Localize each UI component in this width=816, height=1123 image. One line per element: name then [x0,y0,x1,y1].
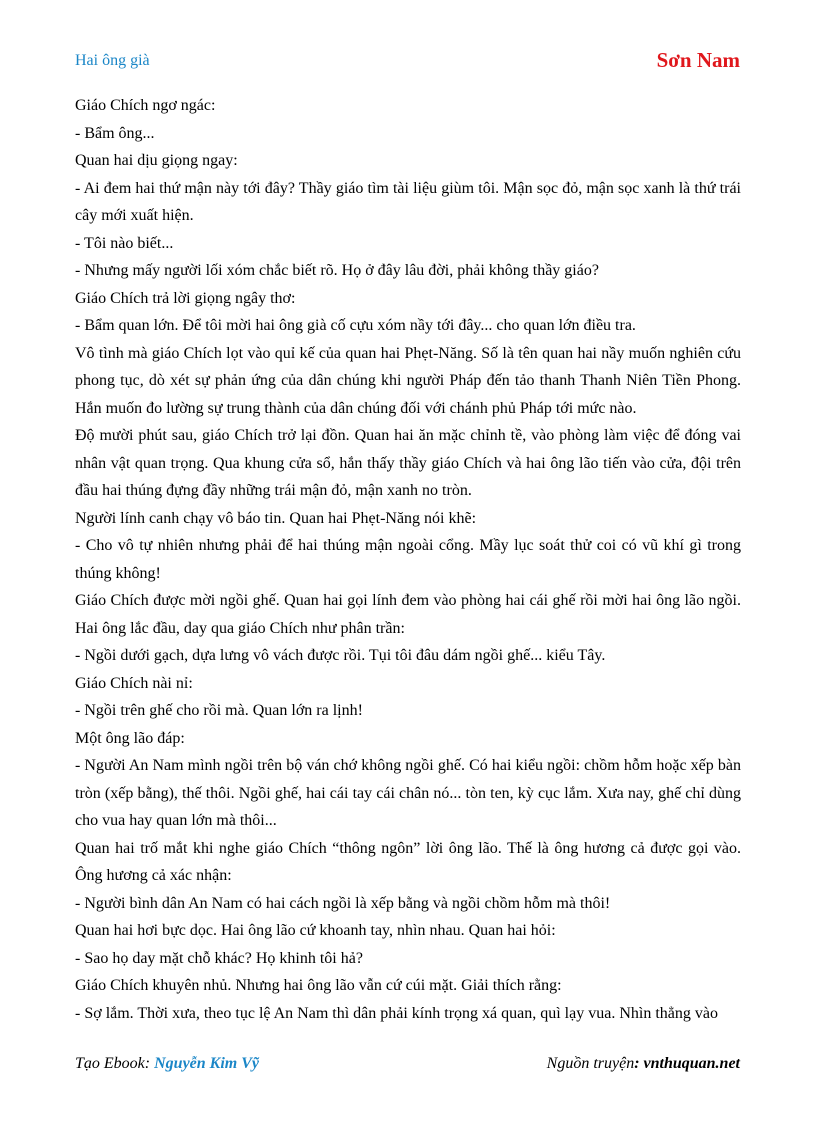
source-label: Nguồn truyện [546,1055,635,1072]
paragraph: - Sợ lắm. Thời xưa, theo tục lệ An Nam thì dân phải kính trọng xá quan, quì lạy vua. Nhìn thẳng vào [75,1004,718,1022]
ebook-credit-separator: : [144,1055,155,1072]
paragraph: - Tôi nào biết... [75,234,174,252]
paragraph: Quan hai dịu giọng ngay: [75,152,238,169]
paragraph: Giáo Chích trả lời giọng ngây thơ: [75,289,296,307]
ebook-creator-name: Nguyễn Kim Vỹ [154,1055,259,1072]
paragraph: Quan hai trố mắt khi nghe giáo Chích “thông ngôn” lời ông lão. Thế là ông hương cả được gọi vào. Ông hương cả xác nhận: [75,839,741,884]
ebook-credit [75,1055,259,1073]
story-body [75,92,741,1027]
ebook-credit-label: Tạo Ebook [75,1055,145,1072]
paragraph: - Bẩm quan lớn. Để tôi mời hai ông già cố cựu xóm nầy tới đây... cho quan lớn điều tra. [75,317,636,334]
paragraph: Quan hai hơi bực dọc. Hai ông lão cứ khoanh tay, nhìn nhau. Quan hai hỏi: [75,922,556,939]
paragraph: Giáo Chích được mời ngồi ghế. Quan hai gọi lính đem vào phòng hai cái ghế rồi mời hai ông lão ngồi. Hai ông lắc đầu, day qua giáo Chích như phân trần: [75,592,741,637]
paragraph: Người lính canh chạy vô báo tin. Quan hai Phẹt-Năng nói khẽ: [75,509,477,527]
paragraph: Giáo Chích nài nỉ: [75,674,193,692]
book-title: Hai ông già [75,52,150,69]
paragraph: - Ai đem hai thứ mận này tới đây? Thầy giáo tìm tài liệu giùm tôi. Mận sọc đỏ, mận sọc xanh là thứ trái cây mới xuất hiện. [75,179,741,224]
paragraph: Độ mười phút sau, giáo Chích trở lại đồn. Quan hai ăn mặc chỉnh tề, vào phòng làm việc để đóng vai nhân vật quan trọng. Qua khung cửa sổ, hắn thấy thầy giáo Chích và hai ông lão tiến vào cửa, đội trên đầu hai thúng đựng đầy những trái mận đỏ, mận xanh no tròn. [75,427,741,499]
paragraph: - Sao họ day mặt chỗ khác? Họ khinh tôi hả? [75,949,363,967]
paragraph: - Ngồi trên ghế cho rồi mà. Quan lớn ra lịnh! [75,702,363,719]
paragraph: Giáo Chích khuyên nhủ. Nhưng hai ông lão vẫn cứ cúi mặt. Giải thích rằng: [75,977,562,994]
paragraph: Vô tình mà giáo Chích lọt vào quỉ kế của quan hai Phẹt-Năng. Số là tên quan hai nầy muốn nghiên cứu phong tục, dò xét sự phản ứng của dân chúng khi người Pháp đến tảo thanh Thanh Niên Tiền Phong. Hắn muốn đo lường sự trung thành của dân chúng đối với chánh phủ Pháp tới mức nào. [75,344,741,417]
source-site: vnthuquan.net [643,1055,740,1072]
paragraph: - Bẩm ông... [75,124,155,142]
author-name: Sơn Nam [656,48,740,72]
paragraph: - Người bình dân An Nam có hai cách ngồi là xếp bằng và ngồi chồm hỗm mà thôi! [75,894,611,912]
paragraph: - Ngồi dưới gạch, dựa lưng vô vách được rồi. Tụi tôi đâu dám ngồi ghế... kiểu Tây. [75,647,606,664]
paragraph: - Cho vô tự nhiên nhưng phải để hai thúng mận ngoài cổng. Mầy lục soát thử coi có vũ khí gì trong thúng không! [75,537,741,582]
source-credit [547,1055,740,1073]
paragraph: Giáo Chích ngơ ngác: [75,97,216,114]
page-footer [75,1055,740,1073]
paragraph: - Người An Nam mình ngồi trên bộ ván chớ không ngồi ghế. Có hai kiểu ngồi: chồm hỗm hoặc xếp bàn tròn (xếp bằng), thế thôi. Ngồi ghế, hai cái tay cái chân nó... tòn ten, kỳ cục lắm. Xưa nay, ghế chỉ dùng cho vua hay quan lớn mà thôi... [75,757,741,829]
source-separator: : [634,1055,644,1072]
paragraph: - Nhưng mấy người lối xóm chắc biết rõ. Họ ở đây lâu đời, phải không thầy giáo? [75,262,599,279]
paragraph: Một ông lão đáp: [75,729,185,747]
